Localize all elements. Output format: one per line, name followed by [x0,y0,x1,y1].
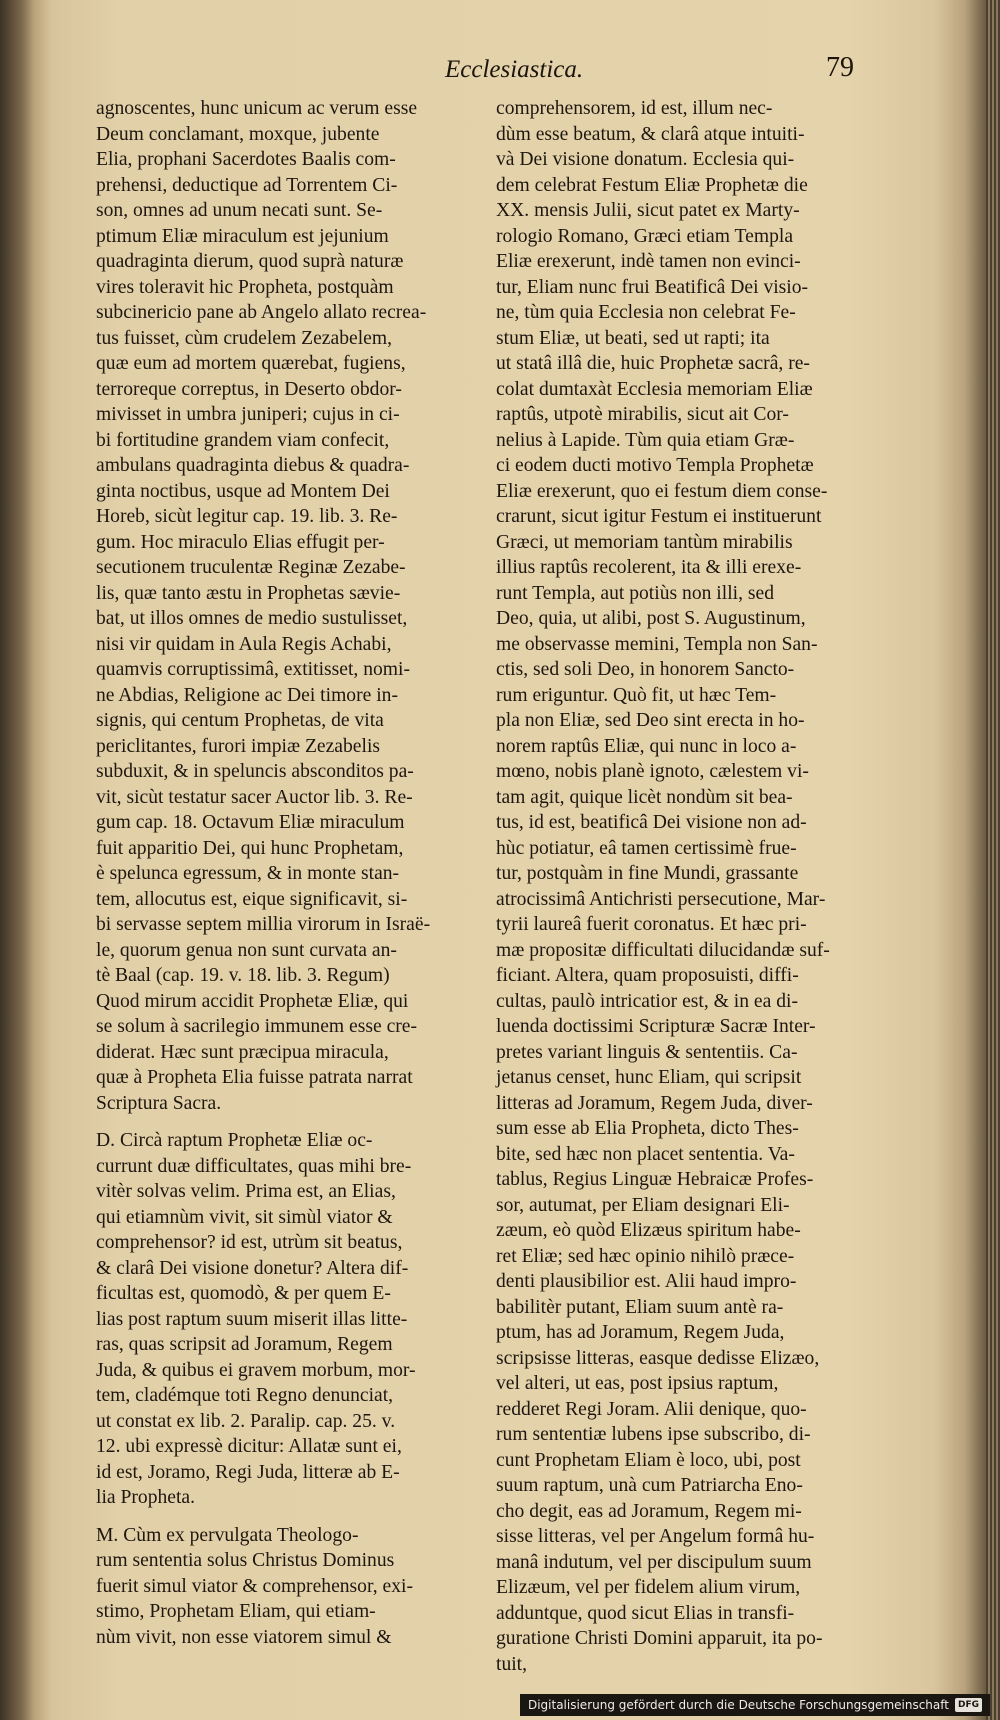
text-line: currunt duæ difficultates, quas mihi bre- [96,1155,412,1177]
text-line: id est, Joramo, Regi Juda, litteræ ab E- [96,1461,400,1483]
text-line: và Dei visione donatum. Ecclesia qui- [496,149,795,170]
text-line: litteras ad Joramum, Regem Juda, diver- [496,1092,813,1114]
text-line: qui etiamnùm vivit, sit simùl viator & [96,1206,393,1228]
text-line: subcinericio pane ab Angelo allato recrea- [96,302,427,323]
text-line: tuit, [496,1653,528,1675]
text-line: guratione Christi Domini apparuit, ita po- [496,1628,823,1649]
text-line: Juda, & quibus ei gravem morbum, mor- [96,1359,416,1381]
text-line: rum eriguntur. Quò fit, ut hæc Tem- [496,684,777,706]
text-line: atrocissimâ Antichristi persecutione, Mar- [496,888,826,910]
text-line: tyrii laureâ fuerit coronatus. Et hæc pri- [496,914,807,935]
text-line: D. Circà raptum Prophetæ Eliæ oc- [96,1130,373,1151]
text-line: vel alteri, ut eas, post ipsius raptum, [496,1373,779,1394]
text-line: quæ eum ad mortem quærebat, fugiens, [96,353,406,374]
text-line: vires toleravit hic Propheta, postquàm [96,276,394,298]
text-line: nisi vir quidam in Aula Regis Achabi, [96,633,392,655]
paragraph-gap [96,1116,476,1128]
text-line: cho degit, eas ad Joramum, Regem mi- [496,1500,802,1522]
text-line: rologio Romano, Græci etiam Templa [496,225,794,247]
text-line: ras, quas scripsit ad Joramum, Regem [96,1334,393,1355]
text-line: ut statâ illâ die, huic Prophetæ sacrâ, re- [496,353,810,374]
text-line: ne, tùm quia Ecclesia non celebrat Fe- [496,302,796,323]
text-line: ci eodem ducti motivo Templa Prophetæ [496,455,814,476]
text-line: mœno, nobis planè ignoto, cælestem vi- [496,761,809,782]
footer-text: Digitalisierung gefördert durch die Deutsche Forschungsgemeinschaft [527,1698,949,1712]
text-line: runt Templa, aut potiùs non illi, sed [496,582,774,604]
text-line: vit, sicùt testatur sacer Auctor lib. 3. Re- [96,786,413,808]
text-line: stimo, Prophetam Eliam, qui etiam- [96,1601,376,1622]
text-line: son, omnes ad unum necati sunt. Se- [96,200,383,221]
text-line: agnoscentes, hunc unicum ac verum esse [96,98,418,119]
text-line: tus, id est, beatificâ Dei visione non ad- [496,812,807,833]
running-head: Ecclesiastica. [445,56,584,83]
text-line: Scriptura Sacra. [96,1092,222,1114]
text-line: Deo, quia, ut alibi, post S. Augustinum, [496,608,806,629]
text-line: Eliæ erexerunt, indè tamen non evinci- [496,251,801,272]
text-line: tur, postquàm in fine Mundi, grassante [496,863,799,884]
text-line: illius raptûs recolerent, ita & illi erexe- [496,557,802,578]
text-line: adduntque, quod sicut Elias in transfi- [496,1602,795,1624]
text-line: scripsisse litteras, easque dedisse Elizæo, [496,1347,820,1369]
text-line: ambulans quadraginta diebus & quadra- [96,455,410,476]
text-line: ficiant. Altera, quam proposuisti, diffi- [496,965,799,986]
text-line: Græci, ut memoriam tantùm mirabilis [496,531,793,553]
text-line: tè Baal (cap. 19. v. 18. lib. 3. Regum) [96,965,390,986]
text-line: quæ à Propheta Elia fuisse patrata narrat [96,1067,413,1088]
text-line: lis, quæ tanto æstu in Prophetas sævie- [96,582,401,604]
text-line: sor, autumat, per Eliam designari Eli- [496,1194,790,1216]
text-line: terroreque correptus, in Deserto obdor- [96,378,402,400]
text-line: me observasse memini, Templa non San- [496,633,818,655]
text-line: luenda doctissimi Scripturæ Sacræ Inter- [496,1016,816,1037]
text-line: comprehensorem, id est, illum nec- [496,98,773,119]
text-line: ret Eliæ; sed hæc opinio nihilò præce- [496,1245,795,1267]
text-line: diderat. Hæc sunt præcipua miracula, [96,1041,389,1063]
text-line: babilitèr putant, Eliam suum antè ra- [496,1296,784,1318]
text-line: nùm vivit, non esse viatorem simul & [96,1626,392,1648]
text-line: ctis, sed soli Deo, in honorem Sancto- [496,659,795,680]
text-line: bite, sed hæc non placet sententia. Va- [496,1143,795,1165]
text-line: tablus, Regius Linguæ Hebraicæ Profes- [496,1169,814,1190]
text-line: redderet Regi Joram. Alii denique, quo- [496,1398,807,1420]
dfg-logo: DFG [955,1698,982,1712]
text-line: dùm esse beatum, & clarâ atque intuiti- [496,123,805,145]
text-line: Quod mirum accidit Prophetæ Eliæ, qui [96,990,409,1012]
text-line: periclitantes, furori impiæ Zezabelis [96,735,381,757]
page-number: 79 [826,52,854,83]
text-line: bi fortitudine grandem viam confecit, [96,429,390,451]
text-line: mæ propositæ difficultati dilucidandæ suf- [496,939,830,961]
text-line: ut constat ex lib. 2. Paralip. cap. 25. v. [96,1410,396,1432]
text-line: mivisset in umbra juniperi; cujus in ci- [96,404,400,425]
text-line: subduxit, & in speluncis absconditos pa- [96,761,414,782]
text-line: colat dumtaxàt Ecclesia memoriam Eliæ [496,378,813,400]
text-line: M. Cùm ex pervulgata Theologo- [96,1524,359,1546]
text-line: suum raptum, unà cum Patriarcha Eno- [496,1475,803,1496]
text-line: tem, cladémque toti Regno denunciat, [96,1385,394,1406]
text-line: XX. mensis Julii, sicut patet ex Marty- [496,200,800,221]
text-line: secutionem truculentæ Reginæ Zezabe- [96,557,406,578]
text-line: stum Eliæ, ut beati, sed ut rapti; ita [496,327,770,349]
text-line: se solum à sacrilegio immunem esse cre- [96,1016,418,1037]
text-line: dem celebrat Festum Eliæ Prophetæ die [496,174,808,196]
text-line: prehensi, deductique ad Torrentem Ci- [96,174,398,196]
text-line: bi servasse septem millia virorum in Israë- [96,914,431,935]
text-line: Elizæum, vel per fidelem alium virum, [496,1577,801,1598]
text-line: Deum conclamant, moxque, jubente [96,123,380,145]
text-line: jetanus censet, hunc Eliam, qui scripsit [496,1067,802,1088]
text-line: Horeb, sicùt legitur cap. 19. lib. 3. Re- [96,506,398,527]
page-edge [986,0,1000,1720]
text-line: rum sententia solus Christus Dominus [96,1550,395,1571]
text-line: 12. ubi expressè dicitur: Allatæ sunt ei, [96,1436,402,1457]
text-line: tem, allocutus est, eique significavit, si- [96,888,408,910]
text-line: ptum, has ad Joramum, Regem Juda, [496,1322,785,1343]
text-line: ginta noctibus, usque ad Montem Dei [96,480,390,502]
text-line: le, quorum genua non sunt curvata an- [96,939,397,961]
text-line: ptimum Eliæ miraculum est jejunium [96,225,389,247]
text-line: Elia, prophani Sacerdotes Baalis com- [96,149,396,170]
text-line: manâ indutum, vel per discipulum suum [496,1551,812,1573]
text-line: lias post raptum suum miserit illas litte- [96,1308,408,1330]
digitization-credit [520,1694,990,1716]
right-text-column [496,96,872,1677]
text-line: hùc potiatur, eâ tamen certissimè frue- [496,837,797,859]
text-line: signis, qui centum Prophetas, de vita [96,710,384,731]
text-line: fuerit simul viator & comprehensor, exi- [96,1575,413,1597]
text-line: lia Propheta. [96,1487,196,1508]
text-line: quamvis corruptissimâ, extitisset, nomi- [96,659,411,680]
text-line: vitèr solvas velim. Prima est, an Elias, [96,1181,396,1202]
text-line: ficultas est, quomodò, & per quem E- [96,1283,391,1304]
text-line: nelius à Lapide. Tùm quia etiam Græ- [496,429,795,451]
text-line: è spelunca egressum, & in monte stan- [96,863,400,884]
text-line: raptûs, utpotè mirabilis, sicut ait Cor- [496,404,789,425]
text-line: quadraginta dierum, quod suprà naturæ [96,251,404,272]
text-line: pretes variant linguis & sententiis. Ca- [496,1041,798,1063]
text-line: denti plausibilior est. Alii haud impro- [496,1271,797,1292]
text-line: tam agit, quique licèt nondùm sit bea- [496,786,793,808]
text-line: tur, Eliam nunc frui Beatificâ Dei visio- [496,276,809,298]
text-line: cunt Prophetam Eliam è loco, ubi, post [496,1449,801,1471]
paragraph-gap [96,1511,476,1523]
text-line: cultas, paulò intricatior est, & in ea di- [496,990,798,1012]
text-line: sum esse ab Elia Propheta, dicto Thes- [496,1118,799,1139]
text-line: Eliæ erexerunt, quo ei festum diem conse- [496,480,828,502]
text-line: gum. Hoc miraculo Elias effugit per- [96,531,385,553]
text-line: comprehensor? id est, utrùm sit beatus, [96,1232,403,1253]
page-header [0,52,1000,92]
text-line: zæum, eò quòd Elizæus spiritum habe- [496,1220,801,1241]
text-line: ne Abdias, Religione ac Dei timore in- [96,684,398,706]
text-line: crarunt, sicut igitur Festum ei instituerunt [496,506,822,527]
text-line: norem raptûs Eliæ, qui nunc in loco a- [496,735,797,757]
text-line: pla non Eliæ, sed Deo sint erecta in ho- [496,710,805,731]
left-text-column [96,96,476,1650]
text-line: rum sententiæ lubens ipse subscribo, di- [496,1424,811,1445]
text-line: & clarâ Dei visione donetur? Altera dif- [96,1257,409,1279]
text-line: fuit apparitio Dei, qui hunc Prophetam, [96,837,404,859]
text-line: gum cap. 18. Octavum Eliæ miraculum [96,812,405,833]
text-line: bat, ut illos omnes de medio sustulisset, [96,608,408,629]
text-line: sisse litteras, vel per Angelum formâ hu- [496,1526,815,1547]
text-line: tus fuisset, cùm crudelem Zezabelem, [96,327,392,349]
